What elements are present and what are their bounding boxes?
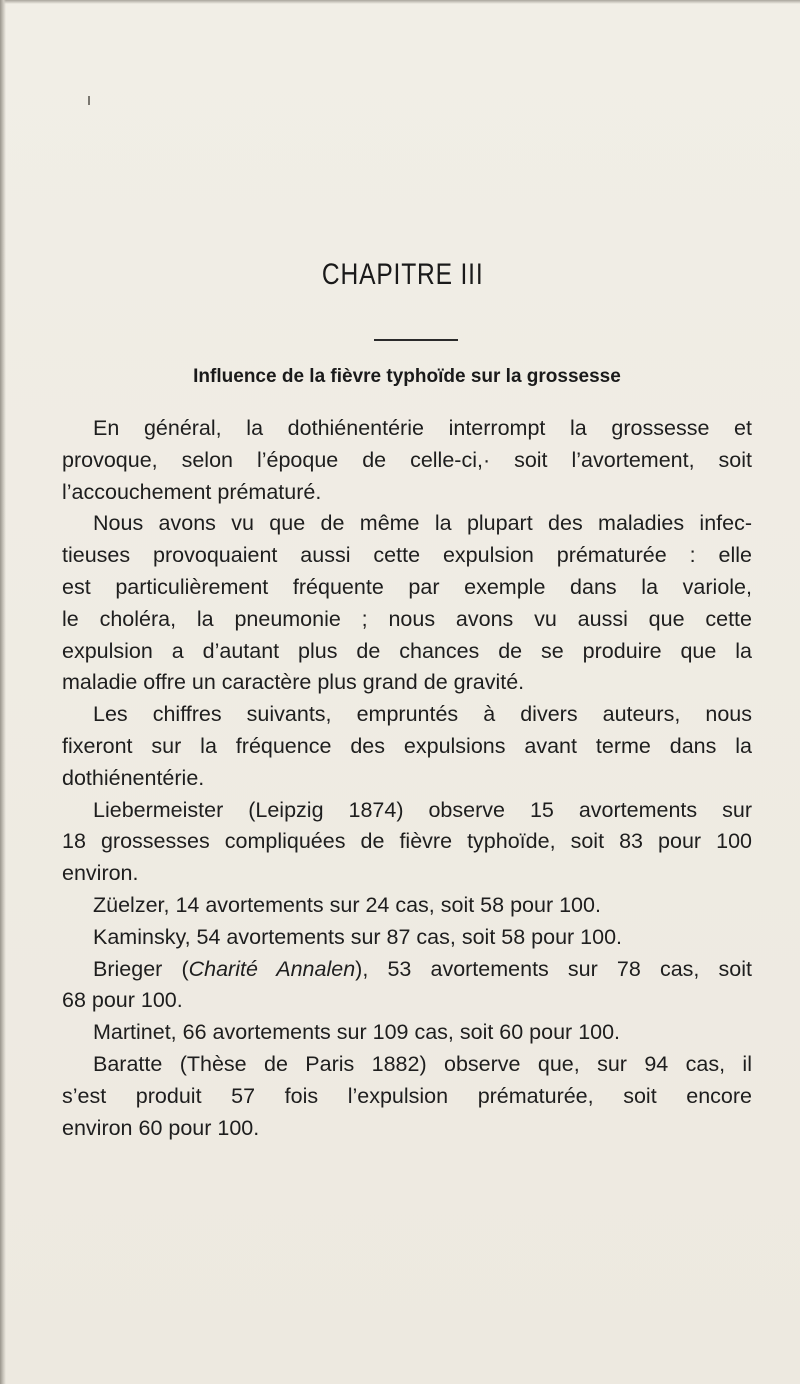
text-line: Nous avons vu que de même la plupart des maladies infec- — [93, 511, 752, 536]
text-line: l’accouchement prématuré. — [62, 479, 322, 504]
text-line: est particulièrement fréquente par exemple dans la variole, — [62, 574, 752, 599]
text-line: Liebermeister (Leipzig 1874) observe 15 avortements sur — [93, 797, 752, 822]
text-span: ), 53 avortements sur 78 cas, soit — [355, 956, 752, 981]
text-line: Kaminsky, 54 avortements sur 87 cas, soit 58 pour 100. — [93, 924, 623, 949]
text-line: 18 grossesses compliquées de fièvre typhoïde, soit 83 pour 100 — [62, 829, 752, 854]
text-line: environ 60 pour 100. — [62, 1115, 260, 1140]
text-line-brieger — [62, 954, 752, 986]
text-line: 68 pour 100. — [62, 988, 183, 1013]
text-line: s’est produit 57 fois l’expulsion prématurée, soit encore — [62, 1083, 752, 1108]
text-line: dothiénentérie. — [62, 765, 205, 790]
chapter-title: CHAPITRE III — [321, 258, 484, 291]
page-left-edge — [0, 0, 6, 1384]
text-line: Baratte (Thèse de Paris 1882) observe que, sur 94 cas, il — [93, 1051, 752, 1076]
text-line: maladie offre un caractère plus grand de gravité. — [62, 670, 525, 695]
section-heading: Influence de la fièvre typhoïde sur la grossesse — [193, 366, 621, 387]
citation-italic: Charité Annalen — [188, 956, 356, 981]
text-line: fixeront sur la fréquence des expulsions avant terme dans la — [62, 733, 752, 758]
text-line: environ. — [62, 861, 139, 886]
page-top-edge — [0, 0, 800, 4]
text-line: tieuses provoquaient aussi cette expulsion prématurée : elle — [62, 543, 752, 568]
text-line: Züelzer, 14 avortements sur 24 cas, soit 58 pour 100. — [93, 892, 601, 917]
body-text — [62, 413, 752, 1144]
text-line: expulsion a d’autant plus de chances de se produire que la — [62, 638, 752, 663]
text-span: Brieger ( — [93, 956, 189, 981]
text-line: provoque, selon l’époque de celle-ci,· soit l’avortement, soit — [62, 447, 752, 472]
text-line: Les chiffres suivants, empruntés à divers auteurs, nous — [93, 702, 752, 727]
text-line: le choléra, la pneumonie ; nous avons vu aussi que cette — [62, 606, 752, 631]
title-rule — [374, 339, 458, 341]
text-line: En général, la dothiénentérie interrompt la grossesse et — [93, 416, 752, 440]
stray-ink-mark — [88, 96, 90, 105]
text-line: Martinet, 66 avortements sur 109 cas, soit 60 pour 100. — [93, 1020, 621, 1045]
